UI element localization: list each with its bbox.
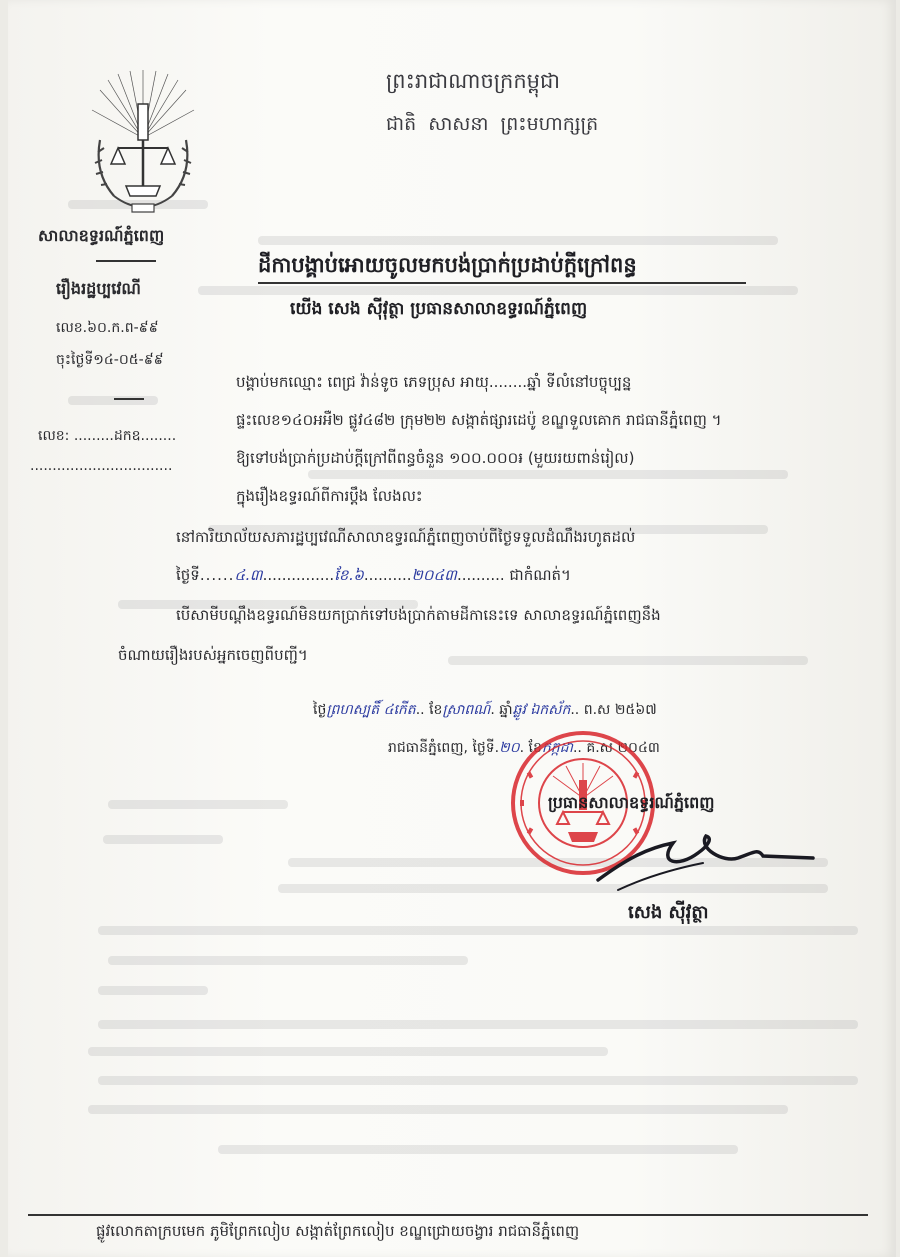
signatory-title: ប្រធានសាលាឧទ្ធរណ៍ភ្នំពេញ: [548, 793, 715, 812]
body-line-4: ក្នុងរឿងឧទ្ធរណ៍ពីការប្ដឹង លែងលះ: [236, 487, 423, 505]
kingdom-heading: ព្រះរាជាណាចក្រកម្ពុជា: [386, 69, 561, 93]
body-line-7: បើសាមីបណ្ដឹងឧទ្ធរណ៍មិនយកប្រាក់ទៅបង់ប្រាក់តាមដីកានេះទេ សាលាឧទ្ធរណ៍ភ្នំពេញនឹង: [176, 606, 661, 624]
title-underline: [258, 282, 746, 284]
court-name: សាលាឧទ្ធរណ៍ភ្នំពេញ: [38, 226, 165, 245]
deadline-line: ថ្ងៃទី......៤.៣...............ខែ.៦..........២០៤៣.......... ជាកំណត់។: [176, 566, 571, 584]
lunar-day: ព្រហស្បតិ៍ ៤កើត: [326, 702, 416, 718]
deadline-year: ២០៤៣: [411, 566, 457, 584]
place-prefix: រាជធានីភ្នំពេញ, ថ្ងៃទី: [388, 740, 495, 756]
deadline-day: ៤.៣: [234, 566, 263, 584]
lunar-date-line: ថ្ងៃព្រហស្បតិ៍ ៤កើត.. ខែស្រាពណ៍. ឆ្នាំឆ្លូវ ឯកស័ក.. ព.ស ២៥៦៧: [313, 702, 657, 718]
blank-line: ................................: [30, 458, 173, 474]
solar-month: កក្កដា: [541, 740, 573, 756]
body-line-5: នៅការិយាល័យសភារដ្ឋប្បវេណីសាលាឧទ្ធរណ៍ភ្នំពេញចាប់ពីថ្ងៃទទួលដំណឹងរហូតដល់: [176, 528, 636, 546]
footer-rule: [28, 1214, 868, 1216]
buddhist-era: ព.ស ២៥៦៧: [583, 702, 657, 718]
case-type: រឿងរដ្ឋប្បវេណី: [56, 279, 141, 298]
court-emblem-icon: [88, 68, 198, 220]
deadline-prefix: ថ្ងៃទី: [176, 566, 200, 584]
solar-date-line: រាជធានីភ្នំពេញ, ថ្ងៃទី.២០. ខែកក្កដា.. គ.ស ២០៤៣: [388, 740, 660, 756]
handwritten-signature-icon: [588, 818, 818, 898]
solar-month-prefix: ខែ: [528, 740, 542, 756]
deadline-month: ខែ.៦: [334, 566, 364, 584]
lunar-month: ស្រាពណ៍: [442, 702, 491, 718]
outgoing-number: លេខ: .........ដកឧ........: [38, 428, 177, 444]
lunar-year: ឆ្លូវ ឯកស័ក: [512, 702, 571, 718]
lunar-year-prefix: ឆ្នាំ: [499, 702, 513, 718]
case-number: លេខ.៦០.ក.ព-៩៩: [56, 320, 159, 336]
deadline-suffix: ជាកំណត់។: [509, 566, 571, 584]
lunar-date-prefix: ថ្ងៃ: [313, 702, 327, 718]
body-line-8: ចំណាយរឿងរបស់អ្នកចេញពីបញ្ជី។: [118, 646, 308, 664]
lunar-month-prefix: ខែ: [429, 702, 443, 718]
document-page: [8, 0, 896, 1257]
solar-day: ២០: [499, 740, 520, 756]
case-date: ចុះថ្ងៃទី១៤-០៥-៩៩: [56, 352, 164, 368]
divider: [96, 260, 156, 262]
body-line-1: បង្គាប់មកឈ្មោះ ពេជ្រ វ៉ាន់ទូច ភេទប្រុស អាយុ........ឆ្នាំ ទីលំនៅបច្ចុប្បន្ន: [236, 373, 632, 391]
issuer-line: យើង សេង ស៊ីវុត្ថា ប្រធានសាលាឧទ្ធរណ៍ភ្នំពេញ: [290, 299, 588, 319]
body-line-3: ឱ្យទៅបង់ប្រាក់ប្រដាប់ក្ដីក្រៅពីពន្ធចំនួន ១០០.០០០៛ (មួយរយពាន់រៀល): [236, 449, 635, 467]
body-line-2: ផ្ទះលេខ១៤០អអឺ២ ផ្លូវ៤៨២ ក្រុម២២ សង្កាត់ផ្សារដេប៉ូ ខណ្ឌទួលគោក រាជធានីភ្នំពេញ ។: [236, 411, 722, 429]
signatory-name: សេង ស៊ីវុត្ថា: [628, 902, 709, 923]
document-title: ដីកាបង្គាប់អោយចូលមកបង់ប្រាក់ប្រដាប់ក្ដីក្រៅពន្ធ: [258, 253, 637, 277]
divider: [114, 398, 144, 400]
gregorian-year: គ.ស ២០៤៣: [586, 740, 660, 756]
national-motto: ជាតិ សាសនា ព្រះមហាក្សត្រ: [386, 113, 599, 135]
footer-address: ផ្លូវលោកតាក្របមេក ភូមិព្រែកលៀប សង្កាត់ព្រែកលៀប ខណ្ឌជ្រោយចង្វារ រាជធានីភ្នំពេញ: [96, 1222, 580, 1240]
